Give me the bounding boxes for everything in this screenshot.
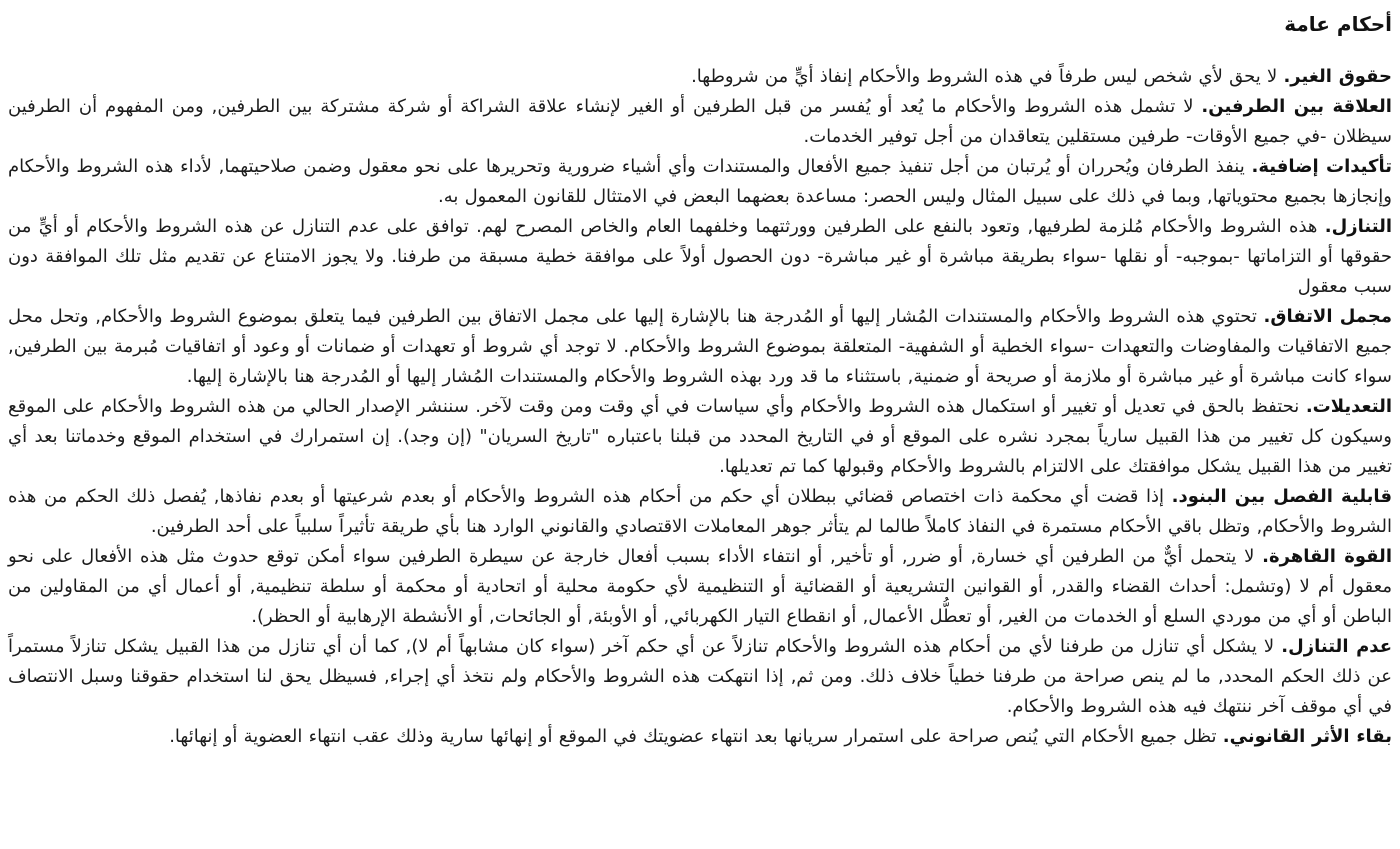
paragraph-heading: مجمل الاتفاق.: [1263, 306, 1392, 327]
paragraph-body: تظل جميع الأحكام التي يُنص صراحة على استمرار سريانها بعد انتهاء عضويتك في الموقع أو إنهائها سارية وذلك عقب انتهاء العضوية أو إنهائها.: [169, 726, 1217, 747]
paragraph-assignment: [8, 212, 1392, 302]
paragraph-heading: التنازل.: [1324, 216, 1392, 237]
paragraph-body: هذه الشروط والأحكام مُلزمة لطرفيها, وتعود بالنفع على الطرفين وورثتهما وخلفهما العام والخاص المصرح لهم. توافق على عدم التنازل عن هذه الشروط والأحكام أو أيٍّ من حقوقها أو التزاماتها -بموجبه- أو نقلها -سواء بطريقة مباشرة أو غير مباشرة- دون الحصول أولاً على موافقة خطية مسبقة من طرفنا. ولا يجوز الامتناع عن تقديم مثل تلك الموافقة دون سبب معقول: [8, 216, 1392, 297]
paragraph-body: ينفذ الطرفان ويُحرران أو يُرتبان من أجل تنفيذ جميع الأفعال والمستندات وأي أشياء ضرورية وتحريرها على نحو معقول وضمن صلاحيتهما, لأداء هذه الشروط والأحكام وإنجازها بجميع محتوياتها, وبما في ذلك على سبيل المثال وليس الحصر: مساعدة بعضهما البعض في الامتثال للقانون المعمول به.: [8, 156, 1392, 207]
paragraph-body: لا يشكل أي تنازل من طرفنا لأي من أحكام هذه الشروط والأحكام تنازلاً عن أي حكم آخر (سواء كان مشابهاً أم لا), كما أن أي تنازل من هذا القبيل يشكل تنازلاً مستمراً عن ذلك الحكم المحدد, ما لم ينص صراحة من طرفنا خطياً خلاف ذلك. ومن ثم, إذا انتهكت هذه الشروط والأحكام ولم نتخذ أي إجراء, فسيظل يحق لنا استخدام حقوقنا وسبل الانتصاف في أي موقف آخر ننتهك فيه هذه الشروط والأحكام.: [8, 636, 1392, 717]
page-title: أحكام عامة: [1284, 12, 1392, 36]
paragraph-heading: عدم التنازل.: [1281, 636, 1392, 657]
paragraph-force-majeure: [8, 542, 1392, 632]
paragraph-heading: التعديلات.: [1305, 396, 1392, 417]
paragraph-body: إذا قضت أي محكمة ذات اختصاص قضائي ببطلان أي حكم من أحكام هذه الشروط والأحكام أو بعدم شرعيتها أو بعدم نفاذها, يُفصل ذلك الحكم من هذه الشروط والأحكام, وتظل باقي الأحكام مستمرة في النفاذ كاملاً طالما لم يتأثر جوهر المعاملات الاقتصادي والقانوني الوارد هنا بأي طريقة تأثيراً سلبياً على أحد الطرفين.: [8, 486, 1392, 537]
paragraph-survival: [8, 722, 1392, 752]
paragraph-body: تحتوي هذه الشروط والأحكام والمستندات المُشار إليها أو المُدرجة هنا بالإشارة إليها على مجمل الاتفاق بين الطرفين فيما يتعلق بموضوع الشروط والأحكام, وتحل محل جميع الاتفاقيات والمفاوضات والتعهدات -سواء الخطية أو الشفهية- المتعلقة بموضوع الشروط والأحكام. لا توجد أي شروط أو تعهدات أو ضمانات أو وعود أو اتفاقيات مُبرمة بين الطرفين, سواء كانت مباشرة أو غير مباشرة أو ملازمة أو صريحة أو ضمنية, باستثناء ما قد ورد بهذه الشروط والأحكام والمستندات المُشار إليها أو المُدرجة هنا بالإشارة إليها.: [8, 306, 1392, 387]
paragraph-body: لا تشمل هذه الشروط والأحكام ما يُعد أو يُفسر من قبل الطرفين أو الغير لإنشاء علاقة الشراكة أو شركة مشتركة بين الطرفين, ومن المفهوم أن الطرفين سيظلان -في جميع الأوقات- طرفين مستقلين يتعاقدان من أجل توفير الخدمات.: [8, 96, 1392, 147]
paragraph-entire-agreement: [8, 302, 1392, 392]
paragraph-relationship-between-parties: [8, 92, 1392, 152]
paragraph-heading: حقوق الغير.: [1283, 66, 1392, 87]
paragraph-severability: [8, 482, 1392, 542]
paragraph-third-party-rights: [8, 62, 1392, 92]
paragraph-no-waiver: [8, 632, 1392, 722]
paragraph-heading: قابلية الفصل بين البنود.: [1171, 486, 1392, 507]
paragraph-heading: القوة القاهرة.: [1262, 546, 1392, 567]
paragraph-heading: العلاقة بين الطرفين.: [1201, 96, 1392, 117]
paragraph-amendments: [8, 392, 1392, 482]
paragraph-body: لا يحق لأي شخص ليس طرفاً في هذه الشروط والأحكام إنفاذ أيٍّ من شروطها.: [691, 66, 1278, 87]
paragraph-body: نحتفظ بالحق في تعديل أو تغيير أو استكمال هذه الشروط والأحكام وأي سياسات في أي وقت ومن وقت لآخر. سننشر الإصدار الحالي من هذه الشروط والأحكام على الموقع وسيكون كل تغيير من هذا القبيل سارياً بمجرد نشره على الموقع أو في التاريخ المحدد من قبلنا باعتباره "تاريخ السريان" (إن وجد). إن استمرارك في استخدام الموقع وخدماتنا بعد أي تغيير من هذا القبيل يشكل موافقتك على الالتزام بالشروط والأحكام وقبولها كما تم تعديلها.: [8, 396, 1392, 477]
paragraph-body: لا يتحمل أيٌّ من الطرفين أي خسارة, أو ضرر, أو تأخير, أو انتفاء الأداء بسبب أفعال خارجة عن سيطرة الطرفين سواء أمكن توقع حدوث مثل هذه الأفعال على نحو معقول أم لا (وتشمل: أحداث القضاء والقدر, أو القوانين التشريعية أو القضائية أو التنظيمية لأي حكومة محلية أو اتحادية أو محكمة أو سلطة تنظيمية, أو أعمال أي من المقاولين من الباطن أو أي من موردي السلع أو الخدمات من الغير, أو تعطُّل الأعمال, أو انقطاع التيار الكهربائي, أو الأوبئة, أو الجائحات, أو الأنشطة الإرهابية أو الحظر).: [8, 546, 1392, 627]
paragraph-further-assurances: [8, 152, 1392, 212]
paragraph-heading: تأكيدات إضافية.: [1251, 156, 1392, 177]
paragraph-heading: بقاء الأثر القانوني.: [1222, 726, 1392, 747]
